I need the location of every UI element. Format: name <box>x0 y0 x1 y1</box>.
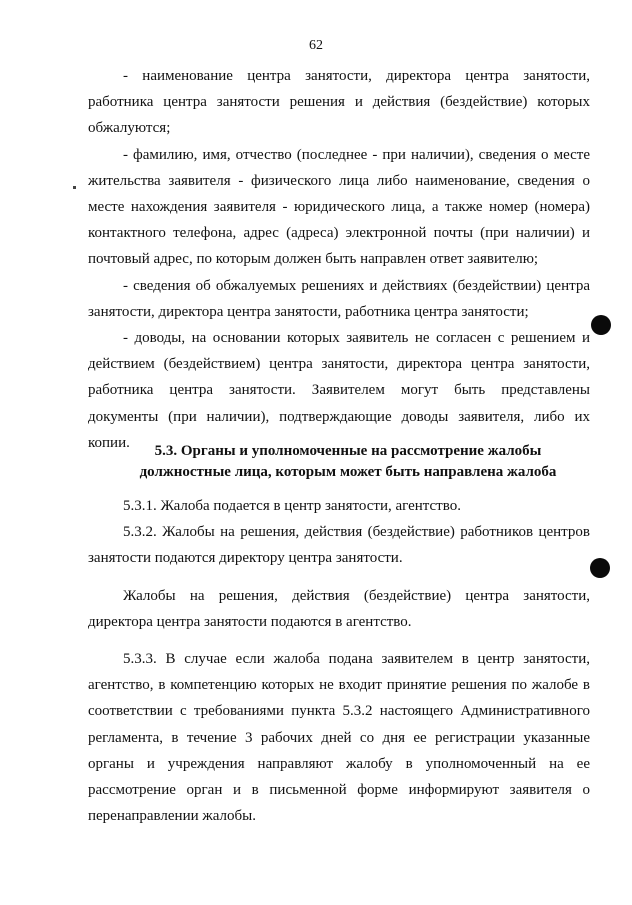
paragraph-5-3-1: 5.3.1. Жалоба подается в центр занятости, агентство. <box>123 498 461 514</box>
punch-hole-mark <box>591 315 611 335</box>
page-number: 62 <box>309 38 323 53</box>
section-heading-line-1: 5.3. Органы и уполномоченные на рассмотрение жалобы <box>154 443 542 459</box>
list-item-applicant-details: - фамилию, имя, отчество (последнее - при наличии), сведения о месте жительства заявителя - физического лица либо наименование, сведения о месте нахождения заявителя - юридического лица, а также номер (номера) контактного телефона, адрес (адреса) электронной почты (при наличии) и почтовый адрес, по которым должен быть направлен ответ заявителю; <box>88 146 590 268</box>
list-item-appealed-decisions: - сведения об обжалуемых решениях и действиях (бездействии) центра занятости, директора центра занятости, работника центра занятости; <box>88 277 590 320</box>
list-item-respondent: - наименование центра занятости, директора центра занятости, работника центра занятости решения и действия (бездействие) которых обжалуются; <box>88 68 590 137</box>
punch-hole-mark <box>590 558 610 578</box>
list-item-arguments: - доводы, на основании которых заявитель не согласен с решением и действием (бездействием) центра занятости, директора центра занятости, работника центра занятости. Заявителем могут быть представлены документы (при наличии), подтверждающие доводы заявителя, либо их копии. <box>88 330 590 451</box>
paragraph-agency-complaints: Жалобы на решения, действия (бездействие) центра занятости, директора центра занятости подаются в агентство. <box>88 587 590 630</box>
section-body <box>88 493 590 829</box>
scan-speck <box>73 186 76 189</box>
paragraph-5-3-3: 5.3.3. В случае если жалоба подана заявителем в центр занятости, агентство, в компетенцию которых не входит принятие решения по жалобе в соответствии с требованиями пункта 5.3.2 настоящего Административного регламента, в течение 3 рабочих дней со дня ее регистрации указанные органы и учреждения направляют жалобу в уполномоченный на ее рассмотрение орган и в письменной форме информируют заявителя о перенаправлении жалобы. <box>88 651 590 825</box>
section-heading-line-2: должностные лица, которым может быть направлена жалоба <box>139 464 557 480</box>
paragraph-5-3-2: 5.3.2. Жалобы на решения, действия (бездействие) работников центров занятости подаются директору центра занятости. <box>88 524 590 567</box>
complaint-contents-list <box>88 63 590 456</box>
section-heading <box>88 441 608 483</box>
